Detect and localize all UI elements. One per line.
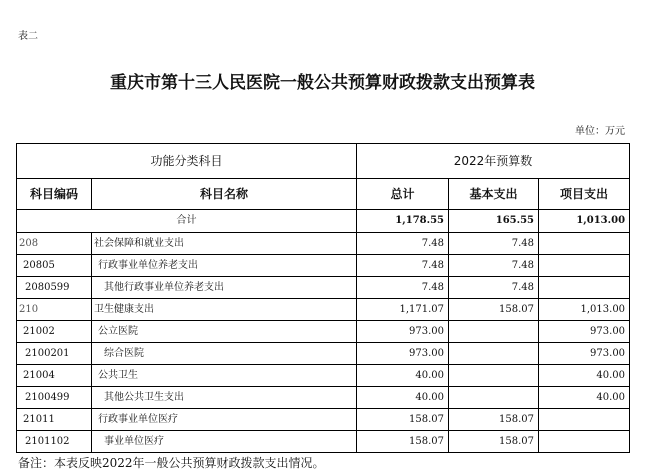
row-basic (449, 387, 539, 409)
row-basic: 7.48 (449, 277, 539, 299)
row-basic: 158.07 (449, 431, 539, 453)
row-name: 其他行政事业单位养老支出 (92, 277, 357, 299)
header-total: 总计 (357, 179, 449, 210)
header-row-group (17, 144, 630, 179)
row-basic (449, 365, 539, 387)
row-name: 行政事业单位医疗 (92, 409, 357, 431)
table-row (17, 431, 630, 453)
row-name: 事业单位医疗 (92, 431, 357, 453)
row-basic: 158.07 (449, 299, 539, 321)
row-total: 158.07 (357, 431, 449, 453)
row-basic (449, 343, 539, 365)
header-category-group: 功能分类科目 (17, 144, 357, 179)
table-label: 表二 (18, 31, 38, 42)
row-project (539, 233, 630, 255)
row-basic: 7.48 (449, 233, 539, 255)
header-name: 科目名称 (92, 179, 357, 210)
total-label: 合计 (17, 210, 357, 233)
row-total: 7.48 (357, 277, 449, 299)
table-row (17, 409, 630, 431)
row-total: 40.00 (357, 365, 449, 387)
total-project: 1,013.00 (539, 210, 630, 233)
total-row (17, 210, 630, 233)
table-row (17, 255, 630, 277)
unit-label: 单位：万元 (575, 126, 625, 137)
row-total: 973.00 (357, 343, 449, 365)
page-title: 重庆市第十三人民医院一般公共预算财政拨款支出预算表 (110, 73, 535, 93)
row-name: 行政事业单位养老支出 (92, 255, 357, 277)
row-code: 21011 (17, 409, 92, 431)
row-total: 7.48 (357, 233, 449, 255)
row-name: 公立医院 (92, 321, 357, 343)
row-project: 973.00 (539, 321, 630, 343)
row-total: 1,171.07 (357, 299, 449, 321)
row-project (539, 255, 630, 277)
row-project: 40.00 (539, 387, 630, 409)
row-name: 卫生健康支出 (92, 299, 357, 321)
table-row (17, 233, 630, 255)
footnote: 备注：本表反映2022年一般公共预算财政拨款支出情况。 (18, 456, 325, 470)
row-basic: 158.07 (449, 409, 539, 431)
row-project (539, 409, 630, 431)
row-total: 7.48 (357, 255, 449, 277)
table-row (17, 343, 630, 365)
row-code: 21004 (17, 365, 92, 387)
table-row (17, 277, 630, 299)
header-basic: 基本支出 (449, 179, 539, 210)
table-row (17, 365, 630, 387)
row-code: 210 (17, 299, 92, 321)
row-code: 2100201 (17, 343, 92, 365)
row-total: 158.07 (357, 409, 449, 431)
row-name: 综合医院 (92, 343, 357, 365)
row-name: 其他公共卫生支出 (92, 387, 357, 409)
table-row (17, 299, 630, 321)
row-code: 2101102 (17, 431, 92, 453)
row-code: 2080599 (17, 277, 92, 299)
row-basic: 7.48 (449, 255, 539, 277)
row-name: 社会保障和就业支出 (92, 233, 357, 255)
table-row (17, 387, 630, 409)
row-code: 21002 (17, 321, 92, 343)
total-basic: 165.55 (449, 210, 539, 233)
header-row-columns (17, 179, 630, 210)
row-total: 973.00 (357, 321, 449, 343)
row-code: 2100499 (17, 387, 92, 409)
row-project: 40.00 (539, 365, 630, 387)
row-project: 973.00 (539, 343, 630, 365)
header-code: 科目编码 (17, 179, 92, 210)
header-budget-group: 2022年预算数 (357, 144, 630, 179)
row-code: 208 (17, 233, 92, 255)
table-row (17, 321, 630, 343)
header-project: 项目支出 (539, 179, 630, 210)
row-project (539, 431, 630, 453)
row-project: 1,013.00 (539, 299, 630, 321)
row-name: 公共卫生 (92, 365, 357, 387)
row-code: 20805 (17, 255, 92, 277)
row-project (539, 277, 630, 299)
total-total: 1,178.55 (357, 210, 449, 233)
row-total: 40.00 (357, 387, 449, 409)
row-basic (449, 321, 539, 343)
budget-table (16, 143, 630, 453)
